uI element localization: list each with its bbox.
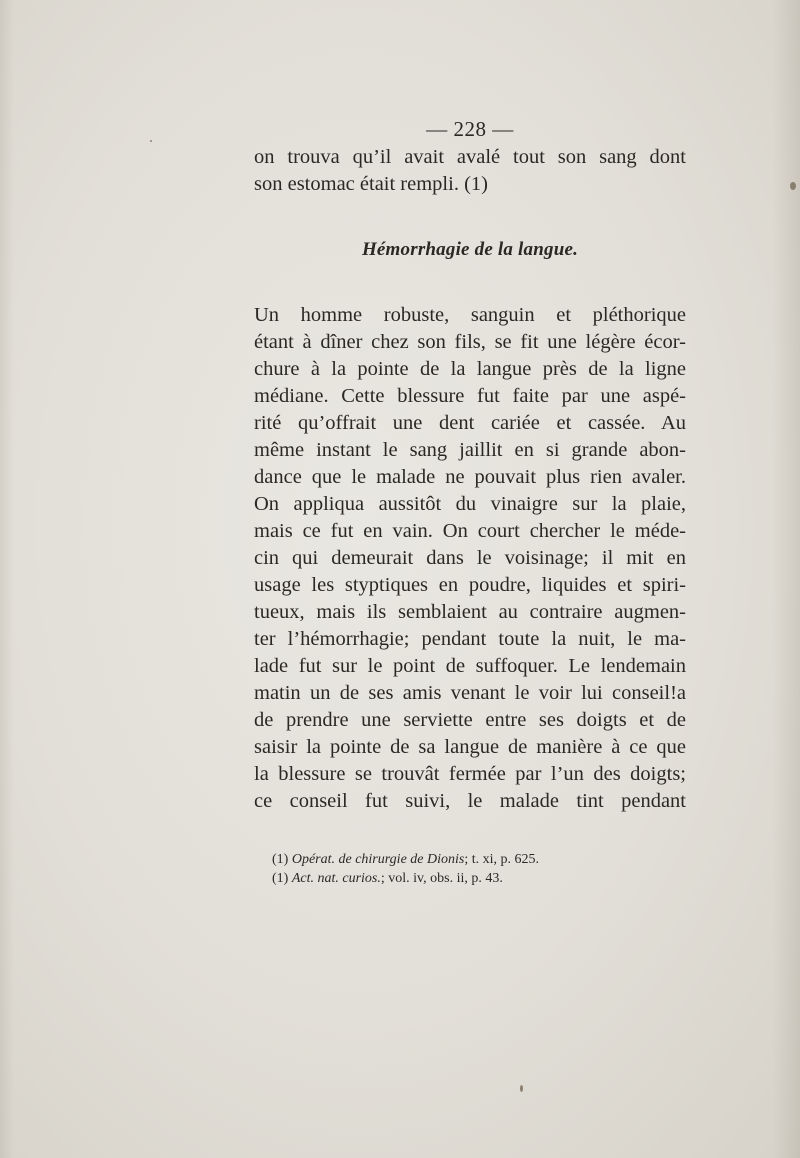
page-shadow-left (0, 0, 14, 1158)
text-line: Un homme robuste, sanguin et pléthorique (254, 304, 686, 326)
text-line: lade fut sur le point de suffoquer. Le lendemain (254, 655, 686, 677)
page-shadow-right (772, 0, 800, 1158)
footnote-reference: ; t. xi, p. 625. (464, 852, 540, 867)
footnote-reference: ; vol. iv, obs. ii, p. 43. (380, 871, 503, 886)
text-line: même instant le sang jaillit en si grande abon- (254, 439, 686, 461)
text-line: ce conseil fut suivi, le malade tint pendant (254, 790, 686, 812)
paper-speck (790, 182, 796, 190)
page-number: — 228 — (426, 117, 514, 141)
footnote-title: Act. nat. curios. (291, 871, 381, 886)
text-line: son estomac était rempli. (1) (254, 173, 488, 195)
text-line: la blessure se trouvât fermée par l’un des doigts; (254, 763, 686, 785)
paper-speck (150, 140, 152, 142)
text-line: étant à dîner chez son fils, se fit une légère écor- (254, 331, 686, 353)
text-line: matin un de ses amis venant le voir lui conseil!a (254, 682, 686, 704)
text-line: mais ce fut en vain. On court chercher le méde- (254, 520, 686, 542)
footnotes (272, 850, 652, 888)
text-line: rité qu’offrait une dent cariée et cassée. Au (254, 412, 686, 434)
text-line: de prendre une serviette entre ses doigts et de (254, 709, 686, 731)
footnote-title: Opérat. de chirurgie de Dionis (291, 852, 465, 867)
text-line: on trouva qu’il avait avalé tout son sang dont (254, 146, 686, 168)
footnote (272, 850, 652, 869)
text-line: usage les styptiques en poudre, liquides et spiri- (254, 574, 686, 596)
text-line: médiane. Cette blessure fut faite par une aspé- (254, 385, 686, 407)
text-line: dance que le malade ne pouvait plus rien avaler. (254, 466, 686, 488)
main-text-block (254, 114, 686, 815)
text-line: ter l’hémorrhagie; pendant toute la nuit, le ma- (254, 628, 686, 650)
paragraph (254, 302, 686, 815)
text-line: saisir la pointe de sa langue de manière à ce que (254, 736, 686, 758)
text-line: chure à la pointe de la langue près de la ligne (254, 358, 686, 380)
footnote-marker: (1) (272, 852, 289, 867)
text-line: On appliqua aussitôt du vinaigre sur la plaie, (254, 493, 686, 515)
text-line: cin qui demeurait dans le voisinage; il mit en (254, 547, 686, 569)
text-line: tueux, mais ils semblaient au contraire augmen- (254, 601, 686, 623)
section-heading: Hémorrhagie de la langue. (361, 239, 579, 260)
footnote (272, 869, 652, 888)
footnote-marker: (1) (272, 871, 289, 886)
paper-speck (520, 1085, 523, 1092)
